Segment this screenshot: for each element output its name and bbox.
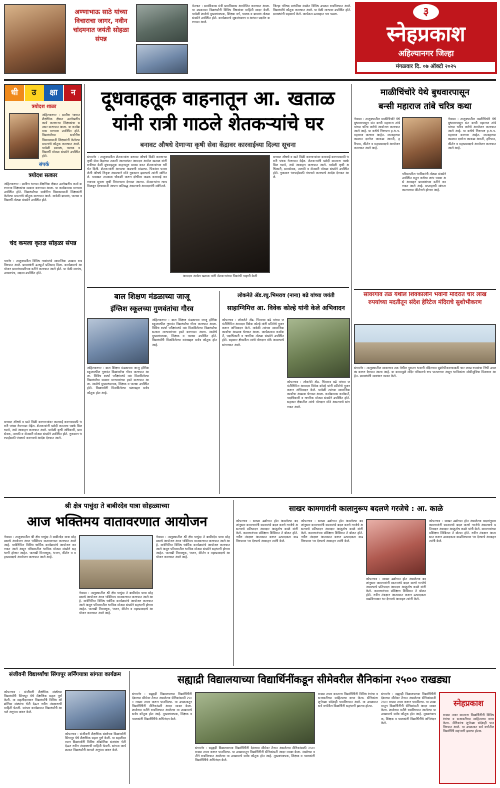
lower-top-rule [4, 497, 496, 498]
right-headline-2: बन्सी महाराज तांबे चरित्र कथा [378, 102, 472, 112]
yatra-text-2: नेवासा : तालुक्यातील श्री क्षेत्र पाचुंदा ते बाबीरदेव यात्रा सोहळ्याचे आयोजन आज भक्तिमय वातावरणात करण्यात आले आहे. यात्रेनिमित्त विविध धार्मिक कार्यक्रमांचे आयोजन करण्यात आले असून परिसरातील भाविक मोठ्या संख्येने सहभागी होणार आहेत. पालखी मिरवणूक, भजन, कीर्तन व महाप्रसादाचे आयोजन करण्यात आले आहे. [79, 591, 153, 616]
lower-divider [233, 500, 234, 666]
mid-divider [219, 291, 220, 494]
lead-bottom-rule [87, 287, 349, 288]
sakhar-text-4: कोपरगाव : साखर उद्योगात होत असलेल्या बदलांनुसार कामगारांनी स्वतःमध्ये बदल करणे गरजेचे असल्याचे प्रतिपादन आमदार आशुतोष काळे यांनी केले. कामगारांच्या प्रशिक्षण शिबिरात ते बोलत होते. नवीन तंत्रज्ञान आत्मसात करून उत्पादकता वाढविण्यावर भर देण्याचे आवाहन त्यांनी केले. [429, 519, 496, 544]
sidebar-text-3: बनावट औषधे व खते विक्री करणाऱ्यांवर कारवाई करण्यासाठी भरारी पथक नेमण्यात येईल. शेतकऱ्यांनी खरेदी करताना पक्के बिल घ्यावे, असे आवाहन करण्यात आले. यावेळी कृषी अधिकारी, ग्रामसेवक, तलाठी व शेतकरी मोठ्या संख्येने उपस्थित होते. नुकसान भरपाईसाठी पंचनामे करण्याचे आदेश देण्यात आले. [4, 420, 82, 441]
bal-headline-2: इंग्लिश स्कूलच्या गुणवंतांचा गौरव [110, 305, 194, 313]
sakhar-photo [366, 519, 426, 575]
sidebar-title: त्रयोदश सत्कार [28, 173, 58, 179]
masthead [0, 0, 500, 78]
masthead-left-photo [4, 4, 66, 74]
yatra-text-1: नेवासा : तालुक्यातील श्री क्षेत्र पाचुंदा ते बाबीरदेव यात्रा सोहळ्याचे आयोजन आज भक्तिमय वातावरणात करण्यात आले आहे. यात्रेनिमित्त विविध धार्मिक कार्यक्रमांचे आयोजन करण्यात आले असून परिसरातील भाविक मोठ्या संख्येने सहभागी होणार आहेत. पालखी मिरवणूक, भजन, कीर्तन व महाप्रसादाचे आयोजन करण्यात आले आहे. [4, 535, 76, 560]
lead-text-a: संगमनेर : तालुक्यातील शेतकऱ्यांना बनावट औषधे विक्री करणाऱ्या कृषी सेवा केंद्रांच्या तक्रारी आल्यानंतर आमदार अमोल खताळ यांनी रात्रीच्या वेळी दूधवाहतूक वाहनातून प्रवास करत शेतकऱ्यांच्या घरी भेट दिली. शेतकऱ्यांनी आपल्या अडचणी मांडल्या. पिकांवर फवारलेली औषधे निकृष्ट असल्याने मोठे नुकसान झाल्याचे त्यांनी सांगितले. याबाबत तात्काळ चौकशी करून दोषींवर कडक कारवाई करण्याच्या सूचना कृषी विभागाला देण्यात आल्या. शेतकऱ्यांना न्याय मिळवून देण्यासाठी आपण कटिबद्ध असल्याचे आमदारांनी सांगितले. [87, 155, 167, 188]
masthead-center-text: वेतनात : ग्रामविकास मंत्री ग्रामविकास आयोजित करण्यात आला. या उपक्रमात विद्यार्थ्यांनी विविध विषयांवर माहिती सादर केली. यावेळी शाळेचे मुख्याध्यापक, शिक्षक वर्ग, पालक व ग्रामस्थ मोठ्या संख्येने उपस्थित होते. कार्यक्रमाचे सूत्रसंचालन व आभार प्रदर्शन करण्यात आले. [192, 4, 270, 25]
sahyadri-text-3: राख्या तयार करताना विद्यार्थिनींनी विविध रंगांचा व सजावटीच्या साहित्याचा वापर केला. सैनिकांना शुभेच्छा संदेशही पाठविण्यात आले. या उपक्रमात सर्व वर्गांतील विद्यार्थिनी सहभागी झाल्या होत्या. [318, 692, 378, 709]
newspaper-subtitle: अहिल्यानगर जिल्हा [398, 49, 454, 58]
lead-photo-caption: आमदार अमोल खताळ यांनी शेतकऱ्यांच्या पिकांची पाहणी केली [182, 274, 258, 278]
sanjivani-headline: संजीवनी विद्यार्थ्यांचा सिंगापूर लर्निंगयात्रा सांगता कार्यक्रम [9, 672, 121, 678]
lok-text-1: कोपरगाव : लोकनेते ॲड. भिमराव बढे यांच्या जयंतीनिमित्त आमदार विवेक कोल्हे यांनी प्रतिमेचे पूजन करून अभिवादन केले. यावेळी त्यांच्या सामाजिक कार्याचा आढावा घेण्यात आला. कार्यक्रमास कार्यकर्ते, पदाधिकारी व नागरिक मोठ्या संख्येने उपस्थित होते. सहकार क्षेत्रातील त्यांचे योगदान मोठे असल्याचे सांगण्यात आले. [222, 318, 284, 347]
bottom-ad-box [439, 692, 496, 784]
left-teaser: अण्णाभाऊ साठे यांच्या विचाराचा जागर, नवीन चांदमनात जयंती सोहळा संपन्न [73, 8, 129, 43]
bal-headline-1: बाल शिक्षण मंडळाच्या जाजू [114, 292, 190, 301]
right-text-2: परिसरातील भाविकांनी मोठ्या संख्येने उपस्थित राहून कथेचा लाभ घ्यावा असे आवाहन ग्रामस्थांच्या वतीने करण्यात आले आहे. सप्ताहाची सांगता काल्याच्या कीर्तनाने होणार आहे. [402, 172, 446, 193]
sanjivani-photo [65, 690, 126, 730]
sakhar-text-1: कोपरगाव : साखर उद्योगात होत असलेल्या बदलांनुसार कामगारांनी स्वतःमध्ये बदल करणे गरजेचे असल्याचे प्रतिपादन आमदार आशुतोष काळे यांनी केले. कामगारांच्या प्रशिक्षण शिबिरात ते बोलत होते. नवीन तंत्रज्ञान आत्मसात करून उत्पादकता वाढविण्यावर भर देण्याचे आवाहन त्यांनी केले. [236, 519, 298, 544]
yatra-photo [79, 535, 153, 589]
right-headline-1: माळीचिंचोरे येथे बुधवारपासून [380, 88, 470, 98]
bottom-divider [129, 671, 130, 784]
bottom-ad-text: राख्या तयार करताना विद्यार्थिनींनी विविध रंगांचा व सजावटीच्या साहित्याचा वापर केला. सैनिकांना शुभेच्छा संदेशही पाठविण्यात आले. या उपक्रमात सर्व वर्गांतील विद्यार्थिनी सहभागी झाल्या होत्या. [443, 713, 494, 734]
masthead-banner [355, 2, 497, 74]
sakhar-text-2: कोपरगाव : साखर उद्योगात होत असलेल्या बदलांनुसार कामगारांनी स्वतःमध्ये बदल करणे गरजेचे असल्याचे प्रतिपादन आमदार आशुतोष काळे यांनी केले. कामगारांच्या प्रशिक्षण शिबिरात ते बोलत होते. नवीन तंत्रज्ञान आत्मसात करून उत्पादकता वाढविण्यावर भर देण्याचे आवाहन त्यांनी केले. [301, 519, 363, 544]
sidebar-divider [84, 84, 85, 494]
newspaper-title: स्नेहप्रकाश [386, 22, 466, 46]
masthead-center-photo-1 [136, 4, 188, 42]
sahyadri-text-4: संगमनेर : सह्याद्री विद्यालयाच्या विद्यार्थिनींनी देशाच्या सीमेवर तैनात असलेल्या सैनिकांसाठी २५०० राख्या तयार करून पाठविल्या. या उपक्रमातून विद्यार्थिनींनी सैनिकांप्रती आदर व्यक्त केला. शाळेच्या वतीने राबविण्यात आलेल्या या उपक्रमाचे सर्वत्र कौतुक होत आहे. मुख्याध्यापक, शिक्षक व पालकांनी विद्यार्थिनींचे अभिनंदन केले. [381, 692, 436, 725]
ad-letter-1: धी [5, 85, 24, 101]
right-text-3: नेवासा : तालुक्यातील माळीचिंचोरे येथे बुधवारपासून संत बन्सी महाराज तांबे यांच्या चरित्र कथेचे आयोजन करण्यात आले आहे. या कथेचे निरूपण ह.भ.प. महाराज करणार आहेत. सप्ताहाच्या काळात दररोज काकडा आरती, हरिपाठ, कीर्तन व महाप्रसादाचे आयोजन करण्यात आले आहे. [448, 117, 496, 150]
sakhar-text-3: कोपरगाव : साखर उद्योगात होत असलेल्या बदलांनुसार कामगारांनी स्वतःमध्ये बदल करणे गरजेचे असल्याचे प्रतिपादन आमदार आशुतोष काळे यांनी केले. कामगारांच्या प्रशिक्षण शिबिरात ते बोलत होते. नवीन तंत्रज्ञान आत्मसात करून उत्पादकता वाढविण्यावर भर देण्याचे आवाहन त्यांनी केले. [366, 577, 426, 602]
sahyadri-text-1: संगमनेर : सह्याद्री विद्यालयाच्या विद्यार्थिनींनी देशाच्या सीमेवर तैनात असलेल्या सैनिकांसाठी २५०० राख्या तयार करून पाठविल्या. या उपक्रमातून विद्यार्थिनींनी सैनिकांप्रती आदर व्यक्त केला. शाळेच्या वतीने राबविण्यात आलेल्या या उपक्रमाचे सर्वत्र कौतुक होत आहे. मुख्याध्यापक, शिक्षक व पालकांनी विद्यार्थिनींचे अभिनंदन केले. [132, 692, 192, 721]
right-portrait [402, 117, 442, 169]
masthead-divider [4, 79, 496, 81]
bal-text-2: अहिल्यानगर : बाल शिक्षण मंडळाच्या जाजू इंग्लिश स्कूलमधील गुणवंत विद्यार्थ्यांचा गौरव करण्यात आला. विविध स्पर्धा परीक्षांमध्ये यश मिळविलेल्या विद्यार्थ्यांचा सत्कार मान्यवरांच्या हस्ते करण्यात आला. शाळेचे मुख्याध्यापक, शिक्षक व पालक उपस्थित होते. विद्यार्थ्यांनी मिळविलेल्या यशाबद्दल सर्वत्र कौतुक होत आहे. [87, 366, 149, 395]
sanjivani-text-2: कोपरगाव : संजीवनी शैक्षणिक संस्थेच्या विद्यार्थ्यांनी सिंगापूर येथे शैक्षणिक सहल पूर्ण केली. या सहलीदरम्यान विद्यार्थ्यांनी विविध औद्योगिक संस्थांना भेटी देऊन नवीन तंत्रज्ञानाची माहिती घेतली. सांगता कार्यक्रमात विद्यार्थ्यांनी आपले अनुभव कथन केले. [65, 732, 126, 753]
right-headline-3: सावरगाव तळ येथील शिवकालीन भवानी मंदिरात चार लाख रुपयांच्या मदतीतून संदेश हेरिटेज मंदिराचे सुशोभीकरण [363, 292, 487, 306]
ad-mini-title: त्रयोदश शाळा [31, 104, 57, 110]
lead-photo [170, 155, 270, 273]
right-col-rule [354, 289, 496, 290]
ad-letter-3: क्षा [44, 85, 63, 101]
page-number: ३ [423, 5, 429, 18]
bottom-top-rule [4, 668, 496, 669]
lok-headline-2: साहाग्निमित्त आ. विवेक कोल्हे यांनी केले अभिवादन [227, 305, 345, 312]
masthead-right-text: जिल्हा परिषद प्राथमिक शाळेत विविध उपक्रम राबविण्यात आले. विद्यार्थ्यांचे कौतुक करण्यात आले. या वेळी मान्यवर उपस्थित होते. ग्रामस्थांनी सहकार्य केले. कार्यक्रम उत्साहात पार पडला. [273, 4, 351, 17]
ad-letter-4: न [64, 85, 83, 101]
right-text-4: संगमनेर : तालुक्यातील सावरगाव तळ येथील पुरातन भवानी मंदिराच्या सुशोभीकरणासाठी चार लाख रुपयांचा निधी उपलब्ध करून देण्यात आला आहे. या कामामुळे मंदिर परिसराचे रूप पालटणार असून भाविकांना सोयीसुविधा मिळणार आहेत. ग्रामस्थांनी समाधान व्यक्त केले. [354, 366, 496, 379]
lead-subhead: बनावट औषधे देणाऱ्या कृषी सेवा केंद्रावर कारवाईच्या दिल्या सूचना [140, 141, 296, 149]
ad-portrait [9, 113, 39, 159]
lead-text-b: बनावट औषधे व खते विक्री करणाऱ्यांवर कारवाई करण्यासाठी भरारी पथक नेमण्यात येईल. शेतकऱ्यांनी खरेदी करताना पक्के बिल घ्यावे, असे आवाहन करण्यात आले. यावेळी कृषी अधिकारी, ग्रामसेवक, तलाठी व शेतकरी मोठ्या संख्येने उपस्थित होते. नुकसान भरपाईसाठी पंचनामे करण्याचे आदेश देण्यात आले. [273, 155, 349, 180]
lead-right-divider [351, 84, 352, 292]
sidebar-headline-2: चंद कमला कृतज्ञ सोहळा संपन्न [9, 240, 77, 247]
yatra-text-3: नेवासा : तालुक्यातील श्री क्षेत्र पाचुंदा ते बाबीरदेव यात्रा सोहळ्याचे आयोजन आज भक्तिमय वातावरणात करण्यात आले आहे. यात्रेनिमित्त विविध धार्मिक कार्यक्रमांचे आयोजन करण्यात आले असून परिसरातील भाविक मोठ्या संख्येने सहभागी होणार आहेत. पालखी मिरवणूक, भजन, कीर्तन व महाप्रसादाचे आयोजन करण्यात आले आहे. [156, 535, 230, 560]
sahyadri-photo [195, 692, 315, 744]
bal-text: अहिल्यानगर : बाल शिक्षण मंडळाच्या जाजू इंग्लिश स्कूलमधील गुणवंत विद्यार्थ्यांचा गौरव करण्यात आला. विविध स्पर्धा परीक्षांमध्ये यश मिळविलेल्या विद्यार्थ्यांचा सत्कार मान्यवरांच्या हस्ते करण्यात आला. शाळेचे मुख्याध्यापक, शिक्षक व पालक उपस्थित होते. विद्यार्थ्यांनी मिळविलेल्या यशाबद्दल सर्वत्र कौतुक होत आहे. [152, 318, 217, 347]
ad-letter-row [5, 85, 82, 101]
bottom-ad-title: स्नेहप्रकाश [453, 699, 484, 708]
masthead-center-photo-2 [136, 44, 188, 74]
ad-letter-2: उ [25, 85, 44, 101]
sahyadri-text-2: संगमनेर : सह्याद्री विद्यालयाच्या विद्यार्थिनींनी देशाच्या सीमेवर तैनात असलेल्या सैनिकांसाठी २५०० राख्या तयार करून पाठविल्या. या उपक्रमातून विद्यार्थिनींनी सैनिकांप्रती आदर व्यक्त केला. शाळेच्या वतीने राबविण्यात आलेल्या या उपक्रमाचे सर्वत्र कौतुक होत आहे. मुख्याध्यापक, शिक्षक व पालकांनी विद्यार्थिनींचे अभिनंदन केले. [195, 746, 315, 763]
sidebar-text-1: अहिल्यानगर : ग्रामीण भागात शैक्षणिक क्षेत्रात उल्लेखनीय कार्य करणाऱ्या शिक्षकांचा सत्कार करण्यात आला. या कार्यक्रमास मान्यवर उपस्थित होते. विद्यार्थ्यांच्या सर्वांगीण विकासासाठी शिक्षकांनी केलेल्या प्रयत्नांचे कौतुक करण्यात आले. यावेळी ग्रामस्थ, पालक व विद्यार्थी मोठ्या संख्येने उपस्थित होते. [4, 182, 82, 203]
ad-block [4, 84, 82, 170]
lead-subhead-rule [87, 152, 349, 153]
right-text-1: नेवासा : तालुक्यातील माळीचिंचोरे येथे बुधवारपासून संत बन्सी महाराज तांबे यांच्या चरित्र कथेचे आयोजन करण्यात आले आहे. या कथेचे निरूपण ह.भ.प. महाराज करणार आहेत. सप्ताहाच्या काळात दररोज काकडा आरती, हरिपाठ, कीर्तन व महाप्रसादाचे आयोजन करण्यात आले आहे. [354, 117, 400, 150]
sidebar-text-2: पारनेर : तालुक्यातील विविध गावांमध्ये सामाजिक उपक्रम राबविण्यात आले. ग्रामस्थांनी उत्स्फूर्त प्रतिसाद दिला. कार्यक्रमाचे आयोजन ग्रामपंचायतीच्या वतीने करण्यात आले होते. या वेळी सरपंच, उपसरपंच, सदस्य उपस्थित होते. [4, 259, 82, 276]
lead-headline-line-2: यांनी रात्री गाठले शेतकऱ्यांचे घर [112, 114, 324, 135]
yatra-big-headline: आज भक्तिमय वातावरणात आयोजन [26, 514, 208, 530]
temple-photo [354, 324, 496, 364]
sanjivani-text: कोपरगाव : संजीवनी शैक्षणिक संस्थेच्या विद्यार्थ्यांनी सिंगापूर येथे शैक्षणिक सहल पूर्ण केली. या सहलीदरम्यान विद्यार्थ्यांनी विविध औद्योगिक संस्थांना भेटी देऊन नवीन तंत्रज्ञानाची माहिती घेतली. सांगता कार्यक्रमात विद्यार्थ्यांनी आपले अनुभव कथन केले. [4, 690, 62, 715]
lok-headline-1: लोकनेते ॲड.रघु.भिमराव (नाना) बढे यांच्या जयंती [237, 293, 335, 299]
lok-text-2: कोपरगाव : लोकनेते ॲड. भिमराव बढे यांच्या जयंतीनिमित्त आमदार विवेक कोल्हे यांनी प्रतिमेचे पूजन करून अभिवादन केले. यावेळी त्यांच्या सामाजिक कार्याचा आढावा घेण्यात आला. कार्यक्रमास कार्यकर्ते, पदाधिकारी व नागरिक मोठ्या संख्येने उपस्थित होते. सहकार क्षेत्रातील त्यांचे योगदान मोठे असल्याचे सांगण्यात आले. [287, 380, 350, 409]
mid-right-divider [351, 291, 352, 494]
bal-photo [87, 318, 149, 364]
ad-contact-label: संपर्क [38, 162, 50, 168]
ad-text: अहिल्यानगर : ग्रामीण भागात शैक्षणिक क्षेत्रात उल्लेखनीय कार्य करणाऱ्या शिक्षकांचा सत्कार करण्यात आला. या कार्यक्रमास मान्यवर उपस्थित होते. विद्यार्थ्यांच्या सर्वांगीण विकासासाठी शिक्षकांनी केलेल्या प्रयत्नांचे कौतुक करण्यात आले. यावेळी ग्रामस्थ, पालक व विद्यार्थी मोठ्या संख्येने उपस्थित होते. [42, 113, 80, 158]
issue-date: मंगळवार दि. ०७ ऑक्टो २०२५ [395, 64, 457, 70]
sahyadri-headline: सह्याद्री विद्यालयाच्या विद्यार्थिनींकडून सीमेवरील सैनिकांना २५०० राखड्या [177, 674, 451, 686]
lok-photo [287, 318, 350, 378]
sakhar-headline: साखर कामगारांनी कालानुरूप बदलणे गरजेचे : आ. काळे [289, 504, 443, 513]
yatra-small-headline: श्री क्षेत्र पाचुंदा ते बाबीरदेव यात्रा सोहळ्याच्या [64, 502, 170, 510]
lead-headline-line-1: दूधवाहतूक वाहनातून आ. खताळ [101, 87, 335, 110]
